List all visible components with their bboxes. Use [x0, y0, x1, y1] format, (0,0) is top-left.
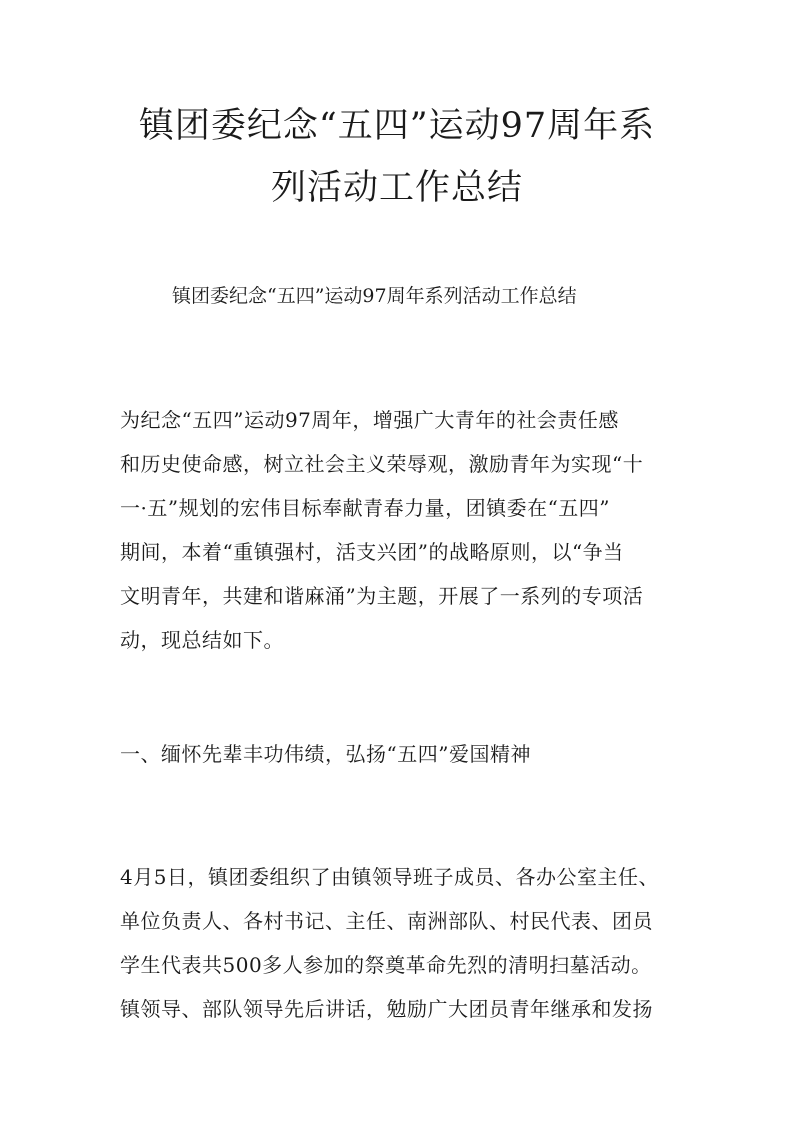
section-heading-text: 一、缅怀先辈丰功伟绩，弘扬“五四”爱国精神: [120, 742, 531, 766]
intro-paragraph: [120, 398, 680, 662]
document-subtitle: 镇团委纪念“五四”运动97周年系列活动工作总结: [172, 285, 577, 307]
paragraph-line: 文明青年，共建和谐麻涌”为主题，开展了一系列的专项活: [120, 584, 644, 608]
paragraph-line: 动，现总结如下。: [120, 628, 284, 652]
paragraph-line: 和历史使命感，树立社会主义荣辱观，激励青年为实现“十: [120, 452, 644, 476]
section-1-paragraph: [120, 855, 680, 1031]
document-title-line-1: 镇团委纪念“五四”运动97周年系: [138, 106, 656, 146]
paragraph-line: 期间，本着“重镇强村，活支兴团”的战略原则，以“争当: [120, 540, 624, 564]
paragraph-line: 为纪念“五四”运动97周年，增强广大青年的社会责任感: [120, 408, 619, 432]
paragraph-line: 4月5日，镇团委组织了由镇领导班子成员、各办公室主任、: [120, 865, 659, 889]
paragraph-line: 一·五”规划的宏伟目标奉献青春力量，团镇委在“五四”: [120, 496, 611, 520]
document-title-line-2: 列活动工作总结: [270, 168, 523, 208]
section-heading-1: [120, 732, 680, 776]
paragraph-line: 学生代表共500多人参加的祭奠革命先烈的清明扫墓活动。: [120, 953, 652, 977]
paragraph-line: 镇领导、部队领导先后讲话，勉励广大团员青年继承和发扬: [120, 997, 653, 1021]
paragraph-line: 单位负责人、各村书记、主任、南洲部队、村民代表、团员: [120, 909, 653, 933]
